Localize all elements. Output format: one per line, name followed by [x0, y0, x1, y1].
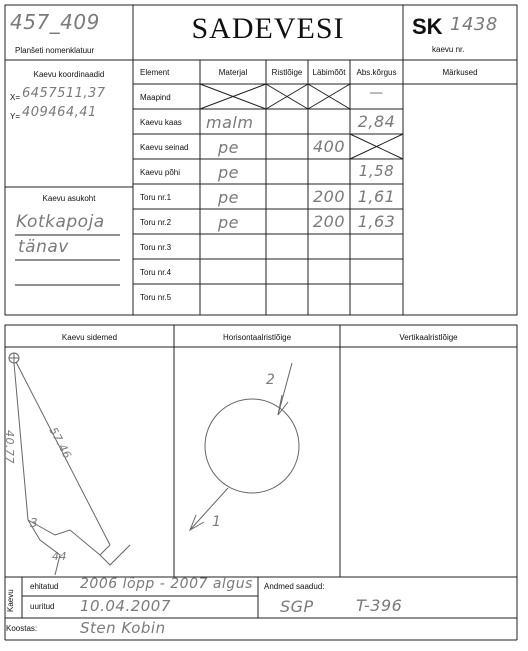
data-source-code: T-396 — [356, 596, 403, 615]
distance-left: 40.77 — [3, 430, 16, 464]
row-material: pe — [218, 213, 239, 232]
row-element: Toru nr.1 — [140, 193, 172, 202]
location-line-1: Kotkapoja — [16, 212, 105, 232]
author-label: Koostas: — [6, 624, 38, 633]
data-source-label: Andmed saadud: — [264, 582, 325, 591]
row-abs-height: — — [369, 85, 384, 101]
surveyed-label: uuritud — [30, 602, 55, 611]
row-element: Kaevu seinad — [140, 143, 189, 152]
row-abs-height: 1,58 — [358, 162, 395, 180]
col-header-abs-height: Abs.kõrgus — [356, 68, 397, 77]
row-element: Kaevu põhi — [140, 168, 181, 177]
col-header-notes: Märkused — [442, 68, 478, 77]
well-number-value: 1438 — [450, 14, 498, 35]
pipe-2-label: 2 — [266, 372, 276, 388]
col-header-material: Materjal — [218, 68, 248, 77]
section-ties-label: Kaevu sidemed — [61, 333, 118, 342]
well-number-label: kaevu nr. — [432, 45, 465, 54]
page-title: SADEVESI — [191, 12, 345, 45]
sheet-nomenclature-value: 457_409 — [10, 10, 100, 34]
coords-label: Kaevu koordinaadid — [33, 70, 105, 79]
row-abs-height: 1,63 — [357, 212, 396, 231]
sheet-nomenclature-label: Planšeti nomenklatuur — [15, 46, 95, 55]
row-material: pe — [218, 188, 239, 207]
row-element: Toru nr.3 — [140, 243, 172, 252]
x-coordinate-value: 6457511,37 — [22, 86, 106, 101]
author-value: Sten Kobin — [80, 619, 166, 637]
location-label: Kaevu asukoht — [42, 194, 96, 203]
row-abs-height: 1,61 — [357, 187, 396, 206]
location-line-2: tänav — [18, 237, 69, 257]
row-material: pe — [218, 138, 239, 157]
row-material: malm — [206, 113, 254, 132]
y-prefix: Y= — [10, 112, 21, 121]
well-circle — [205, 399, 299, 493]
footer-side-label: Kaevu — [6, 589, 15, 612]
built-label: ehitatud — [30, 582, 59, 591]
section-vertical-label: Vertikaalristlõige — [399, 333, 458, 342]
corner-3-label: 3 — [30, 516, 39, 530]
row-element: Kaevu kaas — [140, 118, 182, 127]
row-diameter: 200 — [312, 187, 346, 206]
built-value: 2006 lõpp - 2007 algus — [80, 576, 253, 592]
row-diameter: 200 — [312, 212, 346, 231]
row-abs-height: 2,84 — [357, 112, 396, 131]
row-element: Toru nr.2 — [140, 218, 172, 227]
section-horizontal-label: Horisontaalristlõige — [222, 333, 292, 342]
row-element: Maapind — [140, 93, 171, 102]
row-material: pe — [218, 163, 239, 182]
row-element: Toru nr.4 — [140, 268, 172, 277]
col-header-cross-section: Ristlõige — [271, 68, 303, 77]
sk-prefix: SK — [412, 14, 443, 39]
surveyed-value: 10.04.2007 — [80, 597, 171, 615]
data-source-value: SGP — [280, 597, 314, 616]
y-coordinate-value: 409464,41 — [22, 105, 97, 120]
distance-right: 57.46 — [46, 425, 74, 462]
col-header-element: Element — [140, 68, 170, 77]
row-element: Toru nr.5 — [140, 293, 172, 302]
corner-44-label: 44 — [52, 550, 67, 563]
x-prefix: X= — [10, 93, 21, 102]
col-header-diameter: Läbimõõt — [312, 68, 346, 77]
pipe-1-label: 1 — [212, 514, 222, 530]
row-diameter: 400 — [312, 137, 346, 156]
